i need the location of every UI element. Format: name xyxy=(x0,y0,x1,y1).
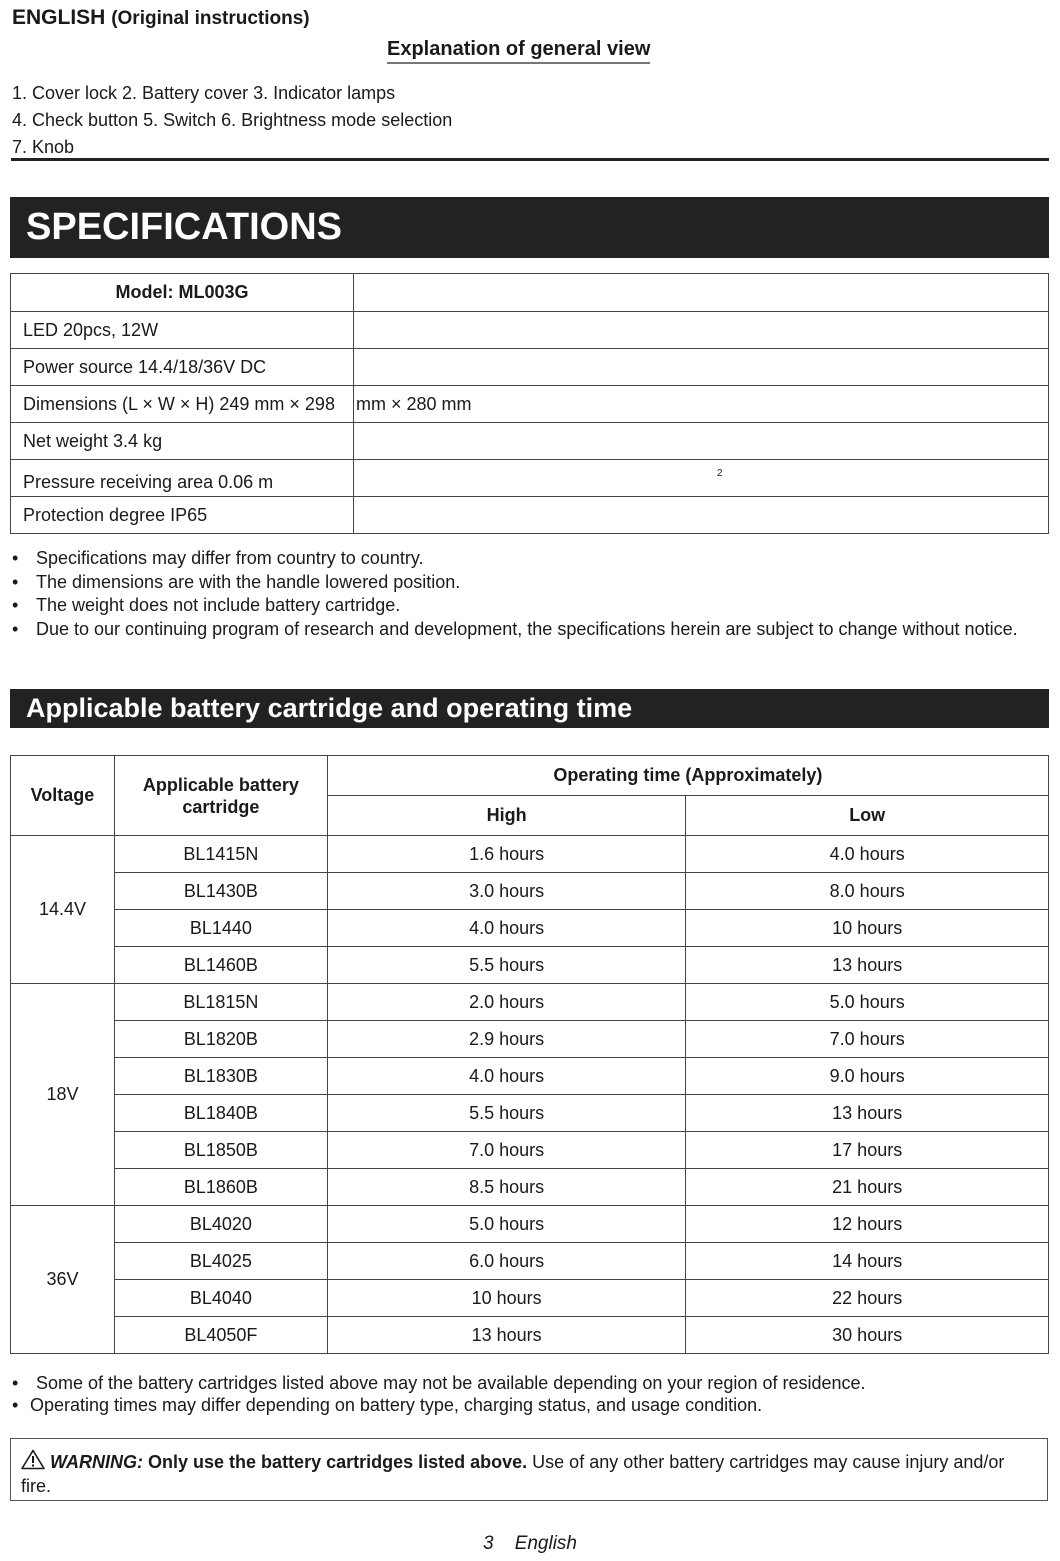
high-time-cell: 6.0 hours xyxy=(327,1243,686,1280)
warning-bold-text: Only use the battery cartridges listed above. xyxy=(148,1452,528,1472)
table-header-row xyxy=(11,756,1049,796)
spec-label-cell: Protection degree IP65 xyxy=(11,497,354,534)
low-time-cell: 10 hours xyxy=(686,910,1049,947)
page-footer xyxy=(0,1533,1060,1555)
spec-value-cell xyxy=(354,497,1049,534)
high-time-cell: 8.5 hours xyxy=(327,1169,686,1206)
specification-notes xyxy=(12,547,1022,642)
specifications-table xyxy=(10,273,1049,534)
table-row xyxy=(11,1206,1049,1243)
cartridge-cell: BL1850B xyxy=(114,1132,327,1169)
low-time-cell: 7.0 hours xyxy=(686,1021,1049,1058)
table-row xyxy=(11,349,1049,386)
spec-label-cell: LED 20pcs, 12W xyxy=(11,312,354,349)
manual-language-title xyxy=(12,6,310,30)
parts-list xyxy=(12,80,452,161)
parts-list-line: 7. Knob xyxy=(12,137,75,157)
model-label: Model: ML003G xyxy=(11,274,354,312)
cartridge-cell: BL4020 xyxy=(114,1206,327,1243)
note-item: • Specifications may differ from country to country. xyxy=(12,547,1022,569)
operating-time-header: Operating time (Approximately) xyxy=(327,756,1048,796)
voltage-header: Voltage xyxy=(11,756,115,836)
note-item: • Some of the battery cartridges listed above may not be available depending on your region of residence. xyxy=(12,1372,1042,1394)
note-item: • Due to our continuing program of research and development, the specifications herein are subject to change without notice. xyxy=(12,617,1022,642)
low-time-cell: 12 hours xyxy=(686,1206,1049,1243)
low-time-cell: 30 hours xyxy=(686,1317,1049,1354)
cartridge-header-label: Applicable battery cartridge xyxy=(142,774,299,817)
spec-value-cell: mm × 280 mm xyxy=(354,386,1049,423)
superscript-exponent: 2 xyxy=(717,468,723,479)
table-row xyxy=(11,1058,1049,1095)
table-row xyxy=(11,1280,1049,1317)
table-row xyxy=(11,873,1049,910)
high-time-cell: 5.0 hours xyxy=(327,1206,686,1243)
cartridge-cell: BL4040 xyxy=(114,1280,327,1317)
parts-list-line: 4. Check button 5. Switch 6. Brightness mode selection xyxy=(12,110,453,130)
low-time-cell: 4.0 hours xyxy=(686,836,1049,873)
low-time-cell: 21 hours xyxy=(686,1169,1049,1206)
cartridge-cell: BL1815N xyxy=(114,984,327,1021)
spec-value-cell xyxy=(354,349,1049,386)
table-row xyxy=(11,1132,1049,1169)
cartridge-header xyxy=(114,756,327,836)
low-time-cell: 22 hours xyxy=(686,1280,1049,1317)
cartridge-cell: BL1860B xyxy=(114,1169,327,1206)
low-header: Low xyxy=(686,796,1049,836)
warning-box xyxy=(10,1438,1048,1501)
spec-value-cell xyxy=(354,274,1049,312)
high-time-cell: 2.0 hours xyxy=(327,984,686,1021)
spec-label-cell: Net weight 3.4 kg xyxy=(11,423,354,460)
low-time-cell: 17 hours xyxy=(686,1132,1049,1169)
table-row xyxy=(11,910,1049,947)
specifications-banner: SPECIFICATIONS xyxy=(10,197,1049,258)
low-time-cell: 5.0 hours xyxy=(686,984,1049,1021)
table-row xyxy=(11,274,1049,312)
table-row xyxy=(11,984,1049,1021)
low-time-cell: 9.0 hours xyxy=(686,1058,1049,1095)
cartridge-cell: BL1415N xyxy=(114,836,327,873)
table-row xyxy=(11,1095,1049,1132)
table-row xyxy=(11,836,1049,873)
table-row xyxy=(11,1169,1049,1206)
cartridge-cell: BL1430B xyxy=(114,873,327,910)
table-row xyxy=(11,460,1049,497)
high-time-cell: 5.5 hours xyxy=(327,1095,686,1132)
general-view-heading: Explanation of general view xyxy=(387,38,650,64)
spec-label-cell: Pressure receiving area 0.06 m xyxy=(11,460,354,497)
high-header: High xyxy=(327,796,686,836)
language-sub-label: (Original instructions) xyxy=(111,8,310,29)
spec-label-cell: Power source 14.4/18/36V DC xyxy=(11,349,354,386)
cartridge-cell: BL4025 xyxy=(114,1243,327,1280)
spec-value-cell xyxy=(354,460,1049,497)
voltage-cell: 18V xyxy=(11,984,115,1206)
table-row xyxy=(11,1021,1049,1058)
table-row xyxy=(11,1243,1049,1280)
parts-list-line: 1. Cover lock 2. Battery cover 3. Indicator lamps xyxy=(12,83,396,103)
cartridge-cell: BL1440 xyxy=(114,910,327,947)
voltage-cell: 36V xyxy=(11,1206,115,1354)
voltage-cell: 14.4V xyxy=(11,836,115,984)
warning-label: WARNING: xyxy=(50,1452,144,1472)
cartridge-cell: BL4050F xyxy=(114,1317,327,1354)
spec-value-cell xyxy=(354,312,1049,349)
spec-label-cell: Dimensions (L × W × H) 249 mm × 298 xyxy=(11,386,354,423)
high-time-cell: 2.9 hours xyxy=(327,1021,686,1058)
table-row xyxy=(11,1317,1049,1354)
warning-triangle-icon xyxy=(21,1449,45,1475)
low-time-cell: 8.0 hours xyxy=(686,873,1049,910)
high-time-cell: 7.0 hours xyxy=(327,1132,686,1169)
high-time-cell: 3.0 hours xyxy=(327,873,686,910)
page-number: 3 xyxy=(482,1533,494,1554)
note-item: • Operating times may differ depending on battery type, charging status, and usage condition. xyxy=(12,1394,1042,1416)
cartridge-cell: BL1460B xyxy=(114,947,327,984)
table-row xyxy=(11,497,1049,534)
footer-language: English xyxy=(514,1533,578,1554)
cartridge-cell: BL1840B xyxy=(114,1095,327,1132)
table-row xyxy=(11,423,1049,460)
low-time-cell: 13 hours xyxy=(686,1095,1049,1132)
high-time-cell: 4.0 hours xyxy=(327,910,686,947)
battery-notes xyxy=(12,1372,1042,1416)
low-time-cell: 14 hours xyxy=(686,1243,1049,1280)
battery-section-banner: Applicable battery cartridge and operating time xyxy=(10,689,1049,728)
warning-text: Use of any other battery cartridges may cause injury and/or fire. xyxy=(21,1452,1005,1496)
high-time-cell: 10 hours xyxy=(327,1280,686,1317)
high-time-cell: 1.6 hours xyxy=(327,836,686,873)
table-row xyxy=(11,312,1049,349)
table-row xyxy=(11,386,1049,423)
note-item: • The dimensions are with the handle lowered position. xyxy=(12,571,1022,593)
section-divider xyxy=(11,158,1049,161)
table-row xyxy=(11,947,1049,984)
high-time-cell: 5.5 hours xyxy=(327,947,686,984)
language-label: ENGLISH xyxy=(12,6,106,29)
battery-operating-time-table xyxy=(10,755,1049,1354)
cartridge-cell: BL1830B xyxy=(114,1058,327,1095)
cartridge-cell: BL1820B xyxy=(114,1021,327,1058)
high-time-cell: 13 hours xyxy=(327,1317,686,1354)
note-item: • The weight does not include battery cartridge. xyxy=(12,594,1022,616)
high-time-cell: 4.0 hours xyxy=(327,1058,686,1095)
low-time-cell: 13 hours xyxy=(686,947,1049,984)
spec-value-cell xyxy=(354,423,1049,460)
